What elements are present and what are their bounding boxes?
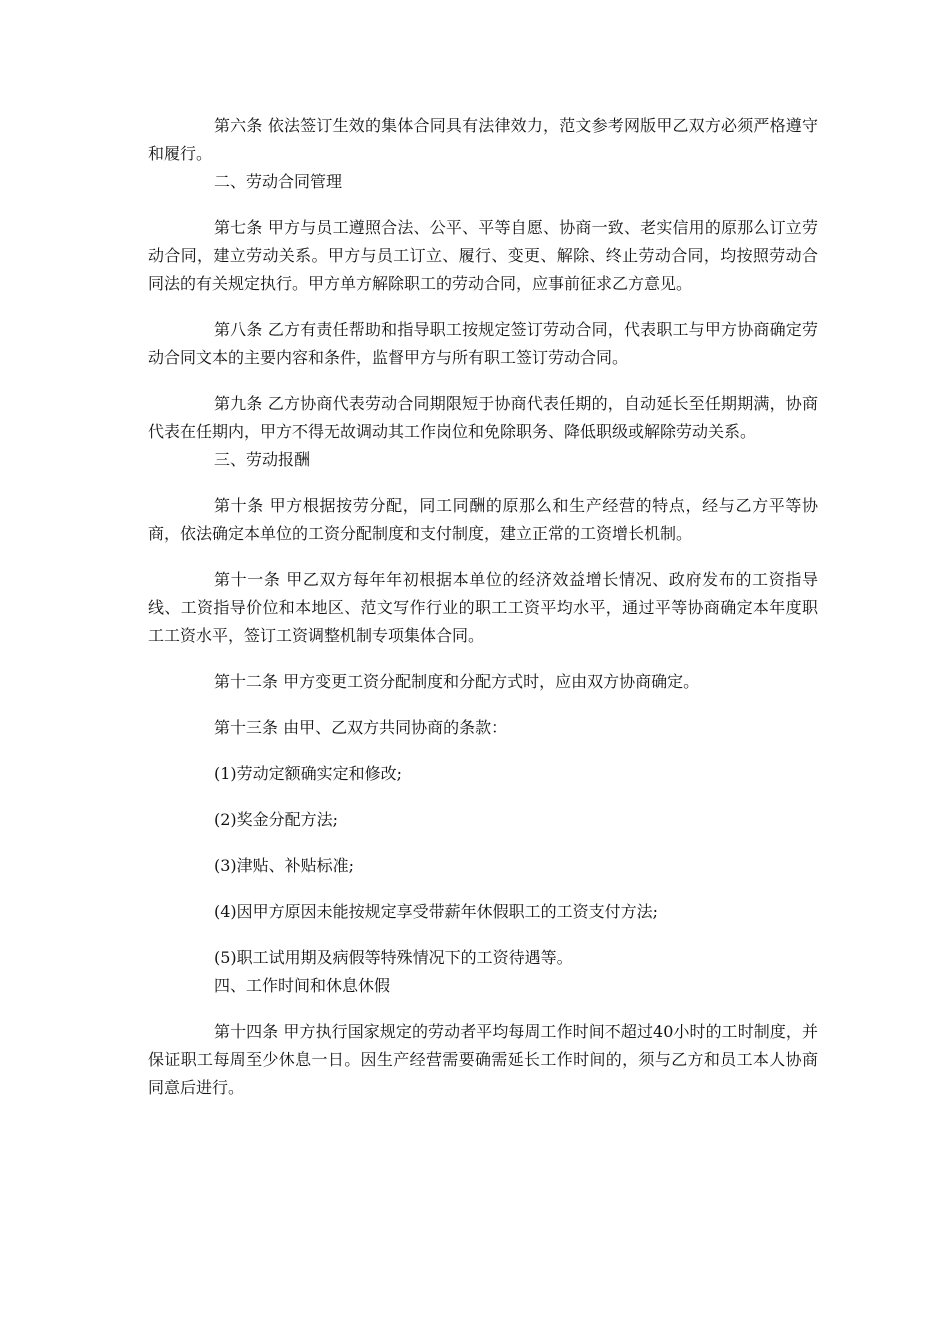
article-8: 第八条 乙方有责任帮助和指导职工按规定签订劳动合同，代表职工与甲方协商确定劳动合同文本的主要内容和条件，监督甲方与所有职工签订劳动合同。 <box>148 320 818 367</box>
article-6: 第六条 依法签订生效的集体合同具有法律效力，范文参考网版甲乙双方必须严格遵守和履行。 <box>148 116 818 163</box>
list-item: (5)职工试用期及病假等特殊情况下的工资待遇等。 <box>214 948 573 967</box>
article-9: 第九条 乙方协商代表劳动合同期限短于协商代表任期的，自动延长至任期期满，协商代表在任期内，甲方不得无故调动其工作岗位和免除职务、降低职级或解除劳动关系。 <box>148 394 818 441</box>
article-11: 第十一条 甲乙双方每年年初根据本单位的经济效益增长情况、政府发布的工资指导线、工资指导价位和本地区、范文写作行业的职工工资平均水平，通过平等协商确定本年度职工工资水平，签订工资调整机制专项集体合同。 <box>148 570 818 645</box>
list-item: (2)奖金分配方法; <box>214 810 339 829</box>
list-item: (1)劳动定额确实定和修改; <box>214 764 403 783</box>
article-14: 第十四条 甲方执行国家规定的劳动者平均每周工作时间不超过40小时的工时制度，并保证职工每周至少休息一日。因生产经营需要确需延长工作时间的，须与乙方和员工本人协商同意后进行。 <box>148 1022 818 1097</box>
list-item: (3)津贴、补贴标准; <box>214 856 355 875</box>
article-12: 第十二条 甲方变更工资分配制度和分配方式时，应由双方协商确定。 <box>214 672 700 691</box>
article-10: 第十条 甲方根据按劳分配，同工同酬的原那么和生产经营的特点，经与乙方平等协商，依法确定本单位的工资分配制度和支付制度，建立正常的工资增长机制。 <box>148 496 818 543</box>
section-heading-3: 三、劳动报酬 <box>214 450 311 469</box>
article-13: 第十三条 由甲、乙双方共同协商的条款： <box>214 718 508 737</box>
document-page <box>148 112 818 1102</box>
section-heading-4: 四、工作时间和休息休假 <box>214 976 391 995</box>
article-7: 第七条 甲方与员工遵照合法、公平、平等自愿、协商一致、老实信用的原那么订立劳动合同，建立劳动关系。甲方与员工订立、履行、变更、解除、终止劳动合同，均按照劳动合同法的有关规定执行。甲方单方解除职工的劳动合同，应事前征求乙方意见。 <box>148 218 818 293</box>
list-item: (4)因甲方原因未能按规定享受带薪年休假职工的工资支付方法; <box>214 902 659 921</box>
section-heading-2: 二、劳动合同管理 <box>214 172 343 191</box>
